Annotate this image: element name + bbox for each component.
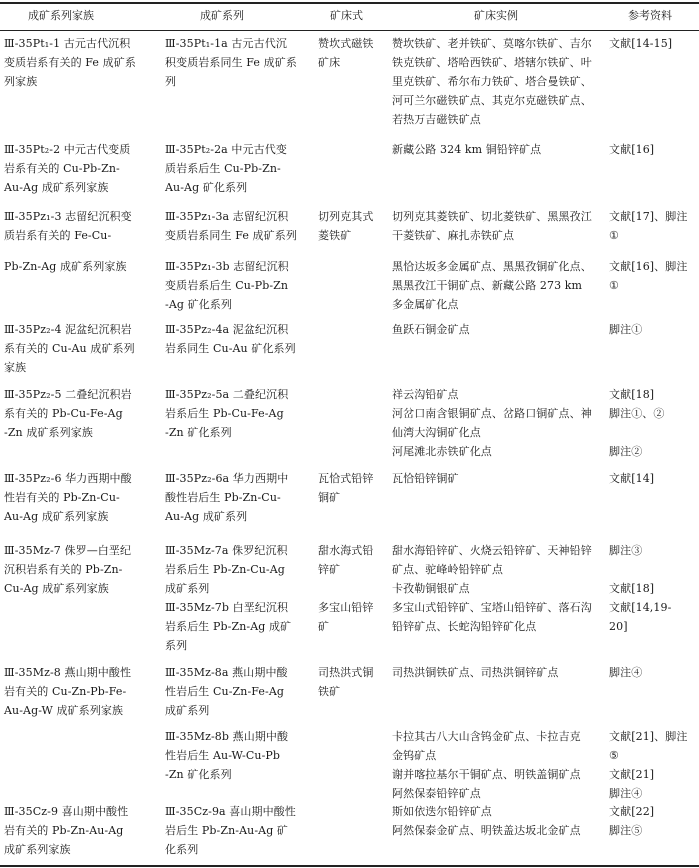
table-top-rule [0, 2, 699, 4]
cell-series: Ⅲ-35Pz₂-4a 泥盆纪沉积 岩系同生 Cu-Au 矿化系列 [165, 323, 296, 355]
cell-family: Ⅲ-35Pt₁-1 古元古代沉积 变质岩系有关的 Fe 成矿系 列家族 [4, 37, 136, 88]
cell-refs: 文献[14] [609, 472, 655, 485]
cell-refs: 文献[17]、脚注 ① [609, 210, 688, 242]
cell-examples: 黑恰达坂多金属矿点、黑黑孜铜矿化点、 黑黑孜江干铜矿点、新藏公路 273 km 多金属矿化点 [392, 260, 592, 311]
cell-examples: 斯如依迭尔铅锌矿点 阿然保泰金矿点、明铁盖达坂北金矿点 [392, 805, 581, 837]
cell-series: Ⅲ-35Cz-9a 喜山期中酸性 岩后生 Pb-Zn-Au-Ag 矿 化系列 [165, 805, 296, 856]
cell-series: Ⅲ-35Mz-8b 燕山期中酸 性岩后生 Au-W-Cu-Pb -Zn 矿化系列 [165, 730, 289, 781]
cell-refs: 脚注③ 文献[18] [609, 544, 655, 595]
cell-refs: 文献[14-15] [609, 37, 673, 50]
table-header-rule [0, 30, 699, 31]
cell-type: 切列克其式 菱铁矿 [318, 210, 374, 242]
cell-family: Ⅲ-35Mz-8 燕山期中酸性 岩有关的 Cu-Zn-Pb-Fe- Au-Ag-W 成矿系列家族 [4, 666, 132, 717]
cell-type: 甜水海式铅 锌矿 [318, 544, 374, 576]
header-series: 成矿系列 [200, 9, 244, 22]
cell-examples: 卡拉其古八大山含钨金矿点、卡拉吉克 金钨矿点 谢并喀拉基尔干铜矿点、明铁盖铜矿点 阿然保泰铅锌矿点 [392, 730, 581, 800]
cell-series: Ⅲ-35Mz-7a 侏罗纪沉积 岩系后生 Pb-Zn-Cu-Ag 成矿系列 [165, 544, 288, 595]
cell-refs: 文献[21]、脚注 ⑤ 文献[21] 脚注④ [609, 730, 688, 800]
cell-type: 多宝山铅锌 矿 [318, 601, 374, 633]
header-examples: 矿床实例 [474, 9, 518, 22]
cell-refs: 脚注① [609, 323, 643, 336]
cell-examples: 赞坎铁矿、老并铁矿、莫喀尔铁矿、吉尔 铁克铁矿、塔哈西铁矿、塔辖尔铁矿、叶 里克铁矿、希尔布力铁矿、塔合曼铁矿、 河可兰尔磁铁矿点、其克尔克磁铁矿点、 若热万吉磁铁矿点 [392, 37, 592, 126]
cell-examples: 瓦恰铅锌铜矿 [392, 472, 459, 485]
cell-type: 赞坎式磁铁 矿床 [318, 37, 374, 69]
cell-refs: 文献[16]、脚注 ① [609, 260, 688, 292]
cell-series: Ⅲ-35Mz-7b 白垩纪沉积 岩系后生 Pb-Zn-Ag 成矿 系列 [165, 601, 292, 652]
cell-family: Ⅲ-35Pz₂-4 泥盆纪沉积岩 系有关的 Cu-Au 成矿系列 家族 [4, 323, 135, 374]
cell-family: Ⅲ-35Cz-9 喜山期中酸性 岩有关的 Pb-Zn-Au-Ag 成矿系列家族 [4, 805, 129, 856]
cell-family: Ⅲ-35Pz₁-3 志留纪沉积变 质岩系有关的 Fe-Cu- [4, 210, 132, 242]
cell-family: Ⅲ-35Pz₂-6 华力西期中酸 性岩有关的 Pb-Zn-Cu- Au-Ag 成矿系列家族 [4, 472, 132, 523]
cell-series: Ⅲ-35Pz₂-5a 二叠纪沉积 岩系后生 Pb-Cu-Fe-Ag -Zn 矿化系列 [165, 388, 289, 439]
cell-series: Ⅲ-35Mz-8a 燕山期中酸 性岩后生 Cu-Zn-Fe-Ag 成矿系列 [165, 666, 288, 717]
cell-family: Ⅲ-35Pz₂-5 二叠纪沉积岩 系有关的 Pb-Cu-Fe-Ag -Zn 成矿系列家族 [4, 388, 132, 439]
cell-examples: 多宝山式铅锌矿、宝塔山铅锌矿、落石沟 铅锌矿点、长蛇沟铅锌矿化点 [392, 601, 592, 633]
cell-refs: 文献[16] [609, 143, 655, 156]
cell-series: Ⅲ-35Pz₁-3b 志留纪沉积 变质岩系后生 Cu-Pb-Zn -Ag 矿化系列 [165, 260, 289, 311]
cell-series: Ⅲ-35Pz₂-6a 华力西期中 酸性岩后生 Pb-Zn-Cu- Au-Ag 成矿系列 [165, 472, 289, 523]
cell-family: Ⅲ-35Mz-7 侏罗—白垩纪 沉积岩系有关的 Pb-Zn- Cu-Ag 成矿系列家族 [4, 544, 132, 595]
cell-family: Pb-Zn-Ag 成矿系列家族 [4, 260, 127, 273]
cell-family: Ⅲ-35Pt₂-2 中元古代变质 岩系有关的 Cu-Pb-Zn- Au-Ag 成矿系列家族 [4, 143, 131, 194]
cell-examples: 司热洪铜铁矿点、司热洪铜锌矿点 [392, 666, 559, 679]
cell-series: Ⅲ-35Pt₁-1a 古元古代沉 积变质岩系同生 Fe 成矿系 列 [165, 37, 297, 88]
header-family: 成矿系列家族 [28, 9, 94, 22]
cell-examples: 新藏公路 324 km 铜铅锌矿点 [392, 143, 542, 156]
cell-series: Ⅲ-35Pz₁-3a 志留纪沉积 变质岩系同生 Fe 成矿系列 [165, 210, 297, 242]
cell-refs: 文献[22] 脚注⑤ [609, 805, 655, 837]
cell-type: 瓦恰式铅锌 铜矿 [318, 472, 374, 504]
cell-examples: 祥云沟铅矿点 河岔口南含银铜矿点、岔路口铜矿点、神 仙湾大沟铜矿化点 河尾滩北赤铁矿化点 [392, 388, 592, 458]
cell-examples: 切列克其菱铁矿、切北菱铁矿、黑黑孜江 干菱铁矿、麻扎赤铁矿点 [392, 210, 592, 242]
cell-refs: 文献[18] 脚注①、② 脚注② [609, 388, 665, 458]
cell-refs: 脚注④ [609, 666, 643, 679]
cell-examples: 鱼跃石铜金矿点 [392, 323, 470, 336]
cell-series: Ⅲ-35Pt₂-2a 中元古代变 质岩系后生 Cu-Pb-Zn- Au-Ag 矿化系列 [165, 143, 287, 194]
cell-type: 司热洪式铜 铁矿 [318, 666, 374, 698]
header-refs: 参考资料 [628, 9, 672, 22]
cell-refs: 文献[14,19- 20] [609, 601, 672, 633]
cell-examples: 甜水海铅锌矿、火烧云铅锌矿、天神铅锌 矿点、驼峰岭铅锌矿点 卡孜勒铜银矿点 [392, 544, 592, 595]
table-bottom-rule [0, 865, 699, 867]
header-type: 矿床式 [330, 9, 363, 22]
